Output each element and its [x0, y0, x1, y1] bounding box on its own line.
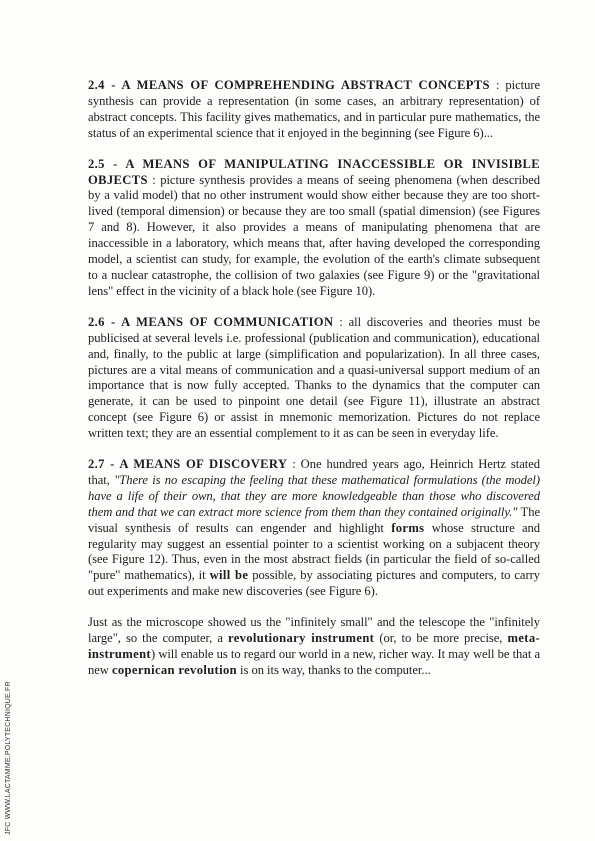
margin-url-text: JFC WWW.LACTAMME.POLYTECHNIQUE.FR	[5, 681, 12, 835]
section-body: The visual synthesis of results can engender and highlight	[88, 504, 540, 535]
closing-text: ) will enable us to regard our world in a new, richer way. It may well be that a new	[88, 647, 540, 677]
section-2-6	[88, 315, 540, 442]
section-body: whose structure and regularity may suggest an essential pointer to a scientist working on a subjacent theory (see Figure 12). Thus, even in the most abstract fields (in particular the field of so-called "pure" mathematics), it	[88, 520, 540, 583]
section-2-5	[88, 157, 540, 300]
closing-paragraph	[88, 615, 540, 679]
margin-url-stamp	[2, 630, 16, 835]
hertz-quote: "There is no escaping the feeling that these mathematical formulations (the model) have a life of their own, that they are more knowledgeable than those who discovered them and that we can extract more science from them than they contained originally."	[88, 472, 540, 519]
closing-text: is on its way, thanks to the computer...	[236, 662, 431, 677]
emphasis-copernican-revolution: copernican revolution	[111, 662, 237, 677]
section-2-4	[88, 78, 540, 142]
section-heading: 2.6 - A MEANS OF COMMUNICATION	[88, 314, 334, 329]
section-heading: 2.5 - A MEANS OF MANIPULATING INACCESSIBLE OR INVISIBLE OBJECTS	[88, 156, 540, 187]
closing-text: (or, to be more precise,	[374, 631, 508, 646]
emphasis-forms: forms	[391, 520, 425, 535]
closing-text: Just as the microscope showed us the "infinitely small" and the telescope the "infinitely large", so the computer, a	[88, 615, 540, 646]
section-body: : picture synthesis provides a means of seeing phenomena (when described by a valid model) that no other instrument would show either because they are too short-lived (temporal dimension) or because they are too small (spatial dimension) (see Figures 7 and 8). However, it also provides a means of manipulating phenomena that are inaccessible in a laboratory, which means that, after having developed the corresponding model, a scientist can study, for example, the evolution of the earth's climate subsequent to a nuclear catastrophe, the collision of two galaxies (see Figure 9) or the "gravitational lens" effect in the vicinity of a black hole (see Figure 10).	[88, 172, 540, 298]
document-page	[88, 78, 540, 694]
emphasis-revolutionary-instrument: revolutionary instrument	[227, 631, 375, 646]
section-heading: 2.7 - A MEANS OF DISCOVERY	[88, 457, 288, 472]
emphasis-meta-instrument: meta-instrument	[88, 631, 541, 661]
section-body: : all discoveries and theories must be publicised at several levels i.e. professional (publication and communication), educational and, finally, to the public at large (simplification and popularization). In all three cases, pictures are a vital means of communication and a quasi-universal support medium of an importance that is now fully accepted. Thanks to the dynamics that the computer can generate, it can be used to pinpoint one detail (see Figure 11), illustrate an abstract concept (see Figure 6) or assist in mnemonic memorization. Pictures do not replace written text; they are an essential complement to it as can be seen in everyday life.	[88, 314, 540, 441]
section-heading: 2.4 - A MEANS OF COMPREHENDING ABSTRACT CONCEPTS	[88, 78, 490, 92]
emphasis-will-be: will be	[209, 568, 249, 583]
section-2-7	[88, 457, 540, 600]
section-body: possible, by associating pictures and computers, to carry out experiments and make new discoveries (see Figure 6).	[88, 568, 540, 599]
section-body: : One hundred years ago, Heinrich Hertz stated that,	[88, 457, 540, 487]
section-body: : picture synthesis can provide a representation (in some cases, an arbitrary representation) of abstract concepts. This facility gives mathematics, and in particular pure mathematics, the status of an experimental science that it enjoyed in the beginning (see Figure 6)...	[88, 78, 540, 140]
